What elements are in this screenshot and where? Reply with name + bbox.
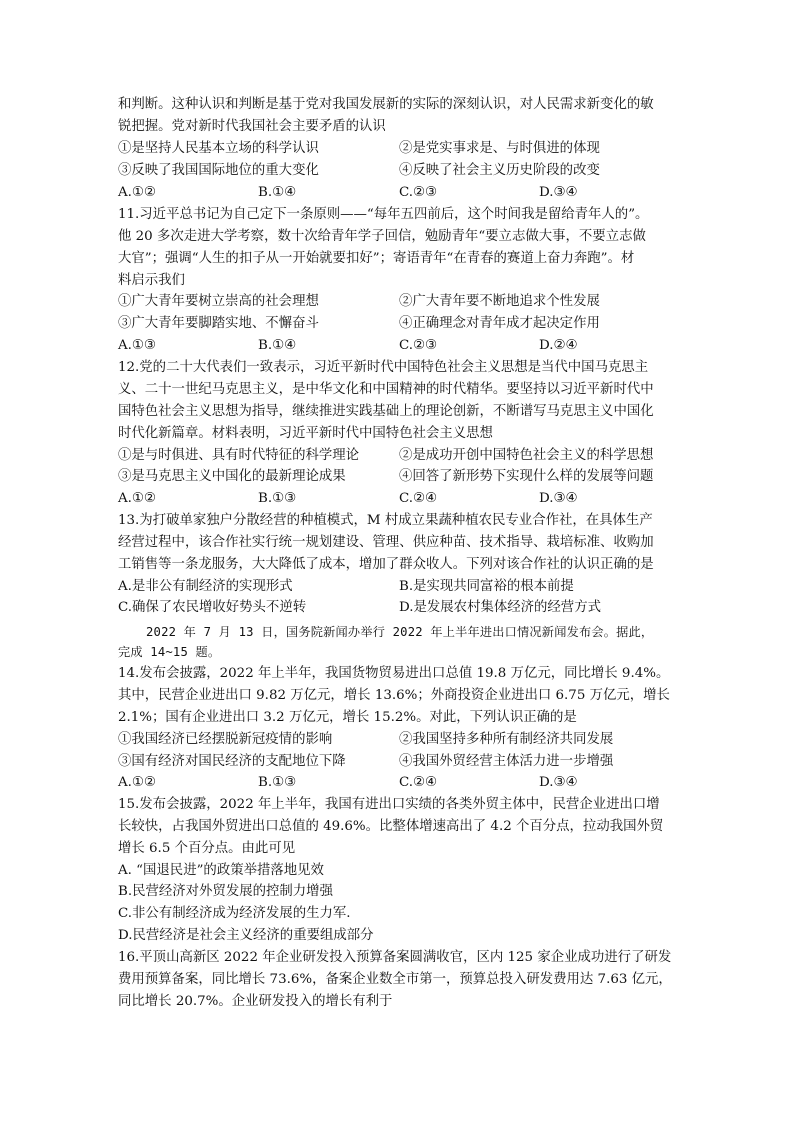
q10-option-2: ②是党实事求是、与时俱进的体现 bbox=[399, 141, 600, 156]
q15-option-b: B.民营经济对外贸发展的控制力增强 bbox=[118, 884, 333, 899]
q11-choice-c: C.②③ bbox=[399, 338, 438, 353]
q15-option-a: A. “国退民进”的政策举措落地见效 bbox=[118, 863, 324, 878]
q11-choice-b: B.①④ bbox=[258, 338, 297, 353]
q12-choice-d: D.③④ bbox=[539, 491, 578, 506]
q12-choice-c: C.②④ bbox=[399, 491, 438, 506]
q10-choice-d: D.③④ bbox=[539, 185, 578, 200]
q14-choice-c: C.②④ bbox=[399, 775, 438, 790]
q12-option-2: ②是成功开创中国特色社会主义的科学思想 bbox=[399, 448, 654, 463]
q14-option-4: ④我国外贸经营主体活力进一步增强 bbox=[399, 754, 614, 769]
q12-option-1: ①是与时俱进、具有时代特征的科学理论 bbox=[118, 448, 360, 463]
q13-stem-line-1: 13.为打破单家独户分散经营的种植模式，M 村成立果蔬种植农民专业合作社，在具体生产 bbox=[118, 513, 653, 528]
q13-option-c: C.确保了农民增收好势头不逆转 bbox=[118, 600, 307, 615]
q12-choice-b: B.①③ bbox=[258, 491, 297, 506]
q12-stem-line-1: 12.党的二十大代表们一致表示，习近平新时代中国特色社会主义思想是当代中国马克思主 bbox=[118, 360, 649, 375]
q10-option-3: ③反映了我国国际地位的重大变化 bbox=[118, 163, 319, 178]
section-notice-line-2: 完成 14~15 题。 bbox=[118, 645, 221, 659]
q13-option-b: B.是实现共同富裕的根本前提 bbox=[399, 579, 574, 594]
q14-stem-line-2: 其中，民营企业进出口 9.82 万亿元，增长 13.6%；外商投资企业进出口 6.75 万亿元，增长 bbox=[118, 688, 670, 703]
q14-option-1: ①我国经济已经摆脱新冠疫情的影响 bbox=[118, 732, 333, 747]
q14-choice-d: D.③④ bbox=[539, 775, 578, 790]
q11-stem-line-2: 他 20 多次走进大学考察，数十次给青年学子回信，勉励青年“要立志做大事，不要立志做 bbox=[118, 229, 646, 244]
q14-option-3: ③国有经济对国民经济的支配地位下降 bbox=[118, 754, 346, 769]
q10-choice-b: B.①④ bbox=[258, 185, 297, 200]
q10-stem-line-2: 锐把握。党对新时代我国社会主要矛盾的认识 bbox=[118, 119, 386, 134]
q11-stem-line-4: 料启示我们 bbox=[118, 273, 185, 288]
q16-stem-line-3: 同比增长 20.7%。企业研发投入的增长有利于 bbox=[118, 994, 393, 1009]
q11-choice-d: D.②④ bbox=[539, 338, 578, 353]
q13-option-d: D.是发展农村集体经济的经营方式 bbox=[399, 600, 601, 615]
q14-stem-line-1: 14.发布会披露，2022 年上半年，我国货物贸易进出口总值 19.8 万亿元，同比增长 9.4%。 bbox=[118, 666, 670, 681]
q12-stem-line-4: 时代化新篇章。材料表明，习近平新时代中国特色社会主义思想 bbox=[118, 426, 493, 441]
q13-stem-line-3: 工销售等一条龙服务，大大降低了成本，增加了群众收人。下列对该合作社的认识正确的是 bbox=[118, 557, 654, 572]
q13-stem-line-2: 经营过程中，该合作社实行统一规划建设、管理、供应种苗、技术指导、栽培标准、收购加 bbox=[118, 535, 654, 550]
q12-option-4: ④回答了新形势下实现什么样的发展等问题 bbox=[399, 469, 654, 484]
q14-choice-b: B.①③ bbox=[258, 775, 297, 790]
q15-option-d: D.民营经济是社会主义经济的重要组成部分 bbox=[118, 928, 374, 943]
q10-option-1: ①是坚持人民基本立场的科学认识 bbox=[118, 141, 319, 156]
q15-option-c: C.非公有制经济成为经济发展的生力军. bbox=[118, 906, 351, 921]
q16-stem-line-2: 费用预算备案，同比增长 73.6%，备案企业数全市第一，预算总投入研发费用达 7.63 亿元， bbox=[118, 972, 672, 987]
q15-stem-line-1: 15.发布会披露，2022 年上半年，我国有进出口实绩的各类外贸主体中，民营企业进出口增 bbox=[118, 797, 660, 812]
q15-stem-line-3: 增长 6.5 个百分点。由此可见 bbox=[118, 841, 296, 856]
q14-stem-line-3: 2.1%；国有企业进出口 3.2 万亿元，增长 15.2%。对此，下列认识正确的是 bbox=[118, 710, 577, 725]
q11-option-4: ④正确理念对青年成才起决定作用 bbox=[399, 316, 600, 331]
q11-option-2: ②广大青年要不断地追求个性发展 bbox=[399, 294, 600, 309]
q11-stem-line-1: 11.习近平总书记为自己定下一条原则——“每年五四前后，这个时间我是留给青年人的”。 bbox=[118, 207, 649, 222]
q11-stem-line-3: 大官”；强调“人生的扣子从一开始就要扣好”；寄语青年“在青春的赛道上奋力奔跑”。材 bbox=[118, 251, 635, 266]
q12-choice-a: A.①② bbox=[118, 491, 156, 506]
q13-option-a: A.是非公有制经济的实现形式 bbox=[118, 579, 293, 594]
q10-stem-line-1: 和判断。这种认识和判断是基于党对我国发展新的实际的深刻认识，对人民需求新变化的敏 bbox=[118, 97, 654, 112]
q12-option-3: ③是马克思主义中国化的最新理论成果 bbox=[118, 469, 346, 484]
q16-stem-line-1: 16.平顶山高新区 2022 年企业研发投入预算备案圆满收官，区内 125 家企业成功进行了研发 bbox=[118, 950, 672, 965]
q11-option-3: ③广大青年要脚踏实地、不懈奋斗 bbox=[118, 316, 319, 331]
q10-choice-c: C.②③ bbox=[399, 185, 438, 200]
q12-stem-line-3: 国特色社会主义思想为指导，继续推进实践基础上的理论创新，不断谱写马克思主义中国化 bbox=[118, 404, 654, 419]
q15-stem-line-2: 长较快，占我国外贸进出口总值的 49.6%。比整体增速高出了 4.2 个百分点，拉动我国外贸 bbox=[118, 819, 664, 834]
section-notice-line-1: 2022 年 7 月 13 日，国务院新闻办举行 2022 年上半年进出口情况新闻发布会。据此， bbox=[146, 625, 654, 639]
q12-stem-line-2: 义、二十一世纪马克思主义，是中华文化和中国精神的时代精华。要坚持以习近平新时代中 bbox=[118, 382, 654, 397]
q10-option-4: ④反映了社会主义历史阶段的改变 bbox=[399, 163, 600, 178]
q10-choice-a: A.①② bbox=[118, 185, 156, 200]
q14-option-2: ②我国坚持多种所有制经济共同发展 bbox=[399, 732, 614, 747]
q11-choice-a: A.①③ bbox=[118, 338, 156, 353]
q14-choice-a: A.①② bbox=[118, 775, 156, 790]
q11-option-1: ①广大青年要树立崇高的社会理想 bbox=[118, 294, 319, 309]
